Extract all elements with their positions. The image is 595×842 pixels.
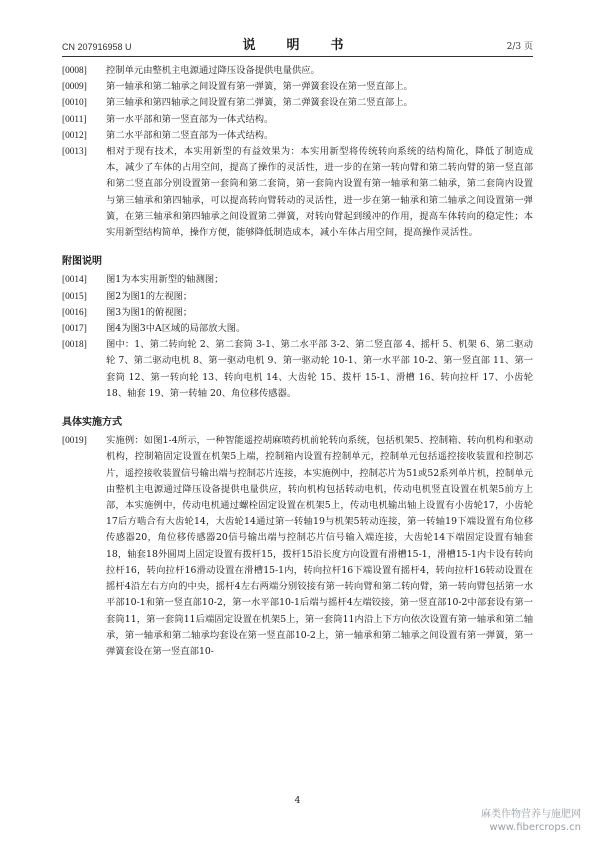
paragraph-number: [0014] [62,275,87,286]
paragraph-text: 第一轴承和第二轴承之间设置有第一弹簧，第一弹簧套设在第一竖直部上。 [106,81,413,93]
paragraph-number: [0018] [62,340,87,351]
paragraph-text: 相对于现有技术，本实用新型的有益效果为：本实用新型将传统转向系统的结构简化，降低了制造成本，减少了车体的占用空间，提高了操作的灵活性，进一步的在第一转向臂和第二转向臂的第一竖直部和第二竖直部分别设置第一套筒和第二套筒，第一套筒内设置有第一轴承和第二轴承，第二套筒内设置与第三轴承和第四轴承，可以提高转向臂转动的灵活性，进一步在第一轴承和第二轴承之间设置第一弹簧，在第三轴承和第四轴承之间设置第二弹簧，对转向臂起到缓冲的作用，提高车体转向的稳定性；本实用新型结构简单，操作方便，能够降低制造成本，减小车体占用空间，提高操作灵活性。 [106,146,533,239]
page-number: 4 [294,796,301,806]
paragraph [62,144,533,241]
section-heading-embodiment: 具体实施方式 [62,417,122,429]
paragraph [62,289,533,305]
paragraph [62,63,533,79]
paragraph-text: 图3为图1的俯视图； [106,306,193,318]
document-title: 说 明 书 [242,38,353,53]
paragraph-text: 实施例：如图1-4所示，一种智能遥控胡麻喷药机前轮转向系统，包括机架5、控制箱、转向机构和驱动机构，控制箱固定设置在机架5上端，控制箱内设置有控制单元，控制单元包括遥控接收装置和控制芯片，遥控接收装置信号输出端与控制芯片连接，本实施例中，控制芯片为51或52系列单片机，控制单元由整机主电源通过降压设备提供电量供应，转向机构包括转动电机，传动电机竖直设置在机架5前方上部，本实施例中，传动电机通过螺栓固定设置在机架5上，传动电机输出轴上设置有小齿轮17，小齿轮17后方啮合有大齿轮14，大齿轮14通过第一转轴19与机架5转动连接，第一转轴19下端设置有角位移传感器20，角位移传感器20信号输出端与控制芯片信号输入端连接，大齿轮14下端固定设置有轴套18，轴套18外圆周上固定设置有拨杆15，拨杆15沿长度方向设置有滑槽15-1，滑槽15-1内卡设有转向拉杆16，转向拉杆16滑动设置在滑槽15-1内，转向拉杆16下端设置有摇杆4，转向拉杆16转动设置在摇杆4沿左右方向的中央，摇杆4左右两端分别铰接有第一转向臂和第二转向臂，第一转向臂包括第一水平部10-1和第一竖直部10-2，第一水平部10-1后端与摇杆4左端铰接，第一竖直部10-2中部套设有第一套筒11，第一套筒11后端固定设置在机架5上，第一套筒11内沿上下方向依次设置有第一轴承和第二轴承，第一轴承和第二轴承均套设在第一竖直部10-2上，第一轴承和第二轴承之间设置有第一弹簧，第一弹簧套设在第一竖直部10- [106,435,533,657]
paragraph-number: [0017] [62,324,87,335]
paragraph-text: 图1为本实用新型的轴测图； [106,274,224,286]
paragraph-text: 第一水平部和第一竖直部为一体式结构。 [106,113,274,125]
paragraph-text: 图4为图3中A区域的局部放大图。 [106,323,246,335]
paragraph-text: 图2为图1的左视图； [106,290,193,302]
paragraph-group-embodiment [62,433,533,660]
paragraph [62,321,533,337]
paragraph-number: [0008] [62,66,87,76]
paragraph [62,112,533,128]
document-body [62,63,533,660]
site-watermark [481,808,581,834]
page-header [62,36,533,57]
paragraph [62,128,533,144]
paragraph [62,272,533,288]
paragraph-text: 控制单元由整机主电源通过降压设备提供电量供应。 [106,65,320,76]
paragraph-number: [0019] [62,436,87,447]
paragraph [62,305,533,321]
paragraph-number: [0012] [62,130,87,141]
paragraph [62,337,533,402]
paragraph [62,79,533,95]
patent-number: CN 207916958 U [62,42,132,52]
paragraph-number: [0016] [62,307,87,318]
paragraph [62,433,533,660]
paragraph-number: [0015] [62,291,87,302]
watermark-site-name: 麻类作物营养与施肥网 [481,809,581,820]
paragraph-group-figures [62,272,533,402]
watermark-url: www.fibercrops.cn [489,822,581,833]
paragraph [62,95,533,111]
paragraph-text: 第三轴承和第四轴承之间设置有第二弹簧，第二弹簧套设在第二竖直部上。 [106,97,413,109]
paragraph-number: [0010] [62,98,87,109]
paragraph-number: [0013] [62,147,87,158]
section-heading-figures: 附图说明 [62,256,102,268]
paragraph-text: 图中：1、第二转向轮 2、第二套筒 3-1、第二水平部 3-2、第二竖直部 4、摇杆 5、机架 6、第二驱动轮 7、第二驱动电机 8、第一驱动电机 9、第一驱动轮 10-1、第一水平部 10-2、第一竖直部 11、第一套筒 12、第一转向轮 13、转向电机 14、大齿轮 15、拨杆 15-1、滑槽 16、转向拉杆 17、小齿轮 18、轴套 19、第一转轴 20、角位移传感器。 [106,339,533,399]
paragraph-number: [0011] [62,114,87,125]
paragraph-text: 第二水平部和第二竖直部为一体式结构。 [106,129,274,141]
paragraph-number: [0009] [62,82,87,93]
page-count: 2/3 页 [506,42,533,52]
paragraph-group-summary [62,63,533,241]
